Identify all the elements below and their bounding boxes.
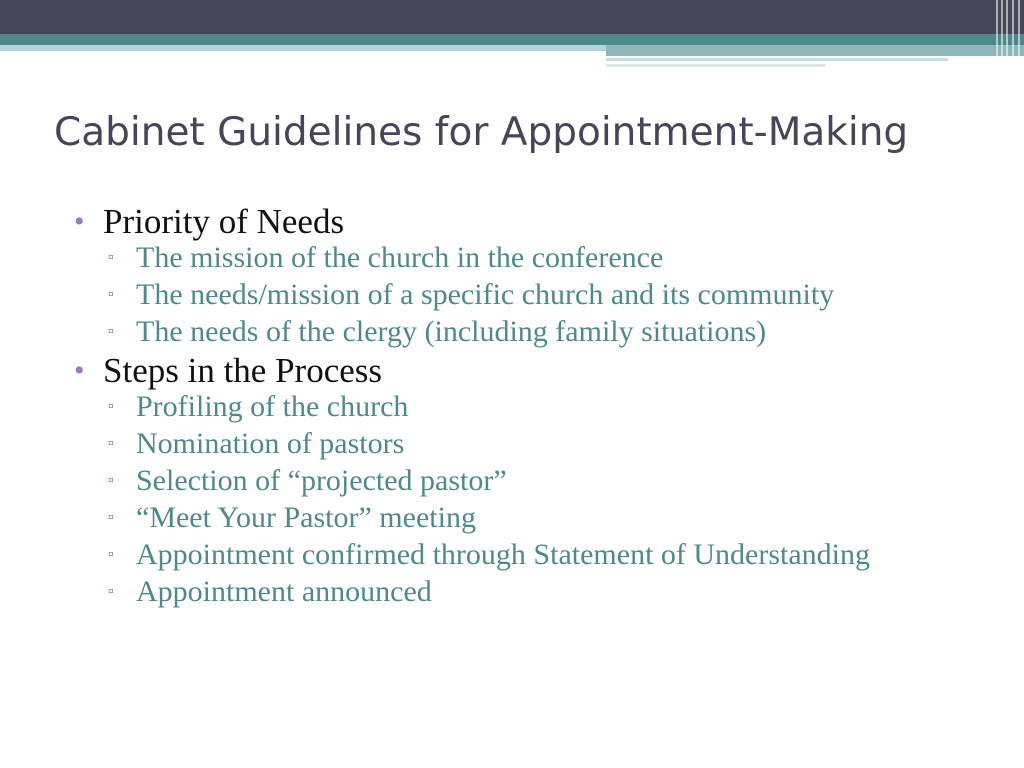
dot-bullet-icon: • (74, 354, 85, 387)
square-bullet-icon: ▫ (108, 323, 114, 340)
section-steps-in-the-process (72, 351, 972, 391)
list-item (72, 465, 972, 497)
list-item-text: The needs of the clergy (including family situations) (136, 315, 767, 348)
list-item (72, 502, 972, 534)
list-item (72, 242, 972, 274)
list-item-text: The mission of the church in the conference (136, 241, 664, 274)
slide-body (72, 202, 972, 613)
header-band-dark (0, 0, 1024, 34)
list-item (72, 576, 972, 608)
list-item-text: Appointment announced (136, 575, 432, 608)
square-bullet-icon: ▫ (108, 435, 114, 452)
header-band-teal (0, 34, 1024, 45)
section-heading: Priority of Needs (103, 202, 345, 241)
header-rule-2 (606, 64, 826, 67)
square-bullet-icon: ▫ (108, 398, 114, 415)
slide-title: Cabinet Guidelines for Appointment-Making (54, 110, 909, 155)
section-heading: Steps in the Process (103, 351, 383, 390)
list-item (72, 391, 972, 423)
section-priority-of-needs (72, 202, 972, 242)
square-bullet-icon: ▫ (108, 546, 114, 563)
dot-bullet-icon: • (74, 205, 85, 238)
header-band-light-right (606, 45, 1024, 56)
list-item-text: Profiling of the church (136, 390, 409, 423)
list-item (72, 428, 972, 460)
square-bullet-icon: ▫ (108, 286, 114, 303)
priority-list (72, 242, 972, 348)
header-stripes (992, 0, 1024, 70)
square-bullet-icon: ▫ (108, 249, 114, 266)
steps-list (72, 391, 972, 608)
list-item (72, 279, 972, 311)
list-item-text: Appointment confirmed through Statement of Understanding (136, 538, 871, 571)
list-item (72, 316, 972, 348)
square-bullet-icon: ▫ (108, 509, 114, 526)
list-item-text: Nomination of pastors (136, 427, 405, 460)
list-item-text: The needs/mission of a specific church and its community (136, 278, 835, 311)
list-item (72, 539, 972, 571)
header-rule-1 (606, 58, 948, 61)
header-band-light-left (0, 45, 606, 51)
square-bullet-icon: ▫ (108, 583, 114, 600)
list-item-text: Selection of “projected pastor” (136, 464, 507, 497)
list-item-text: “Meet Your Pastor” meeting (136, 501, 476, 534)
square-bullet-icon: ▫ (108, 472, 114, 489)
